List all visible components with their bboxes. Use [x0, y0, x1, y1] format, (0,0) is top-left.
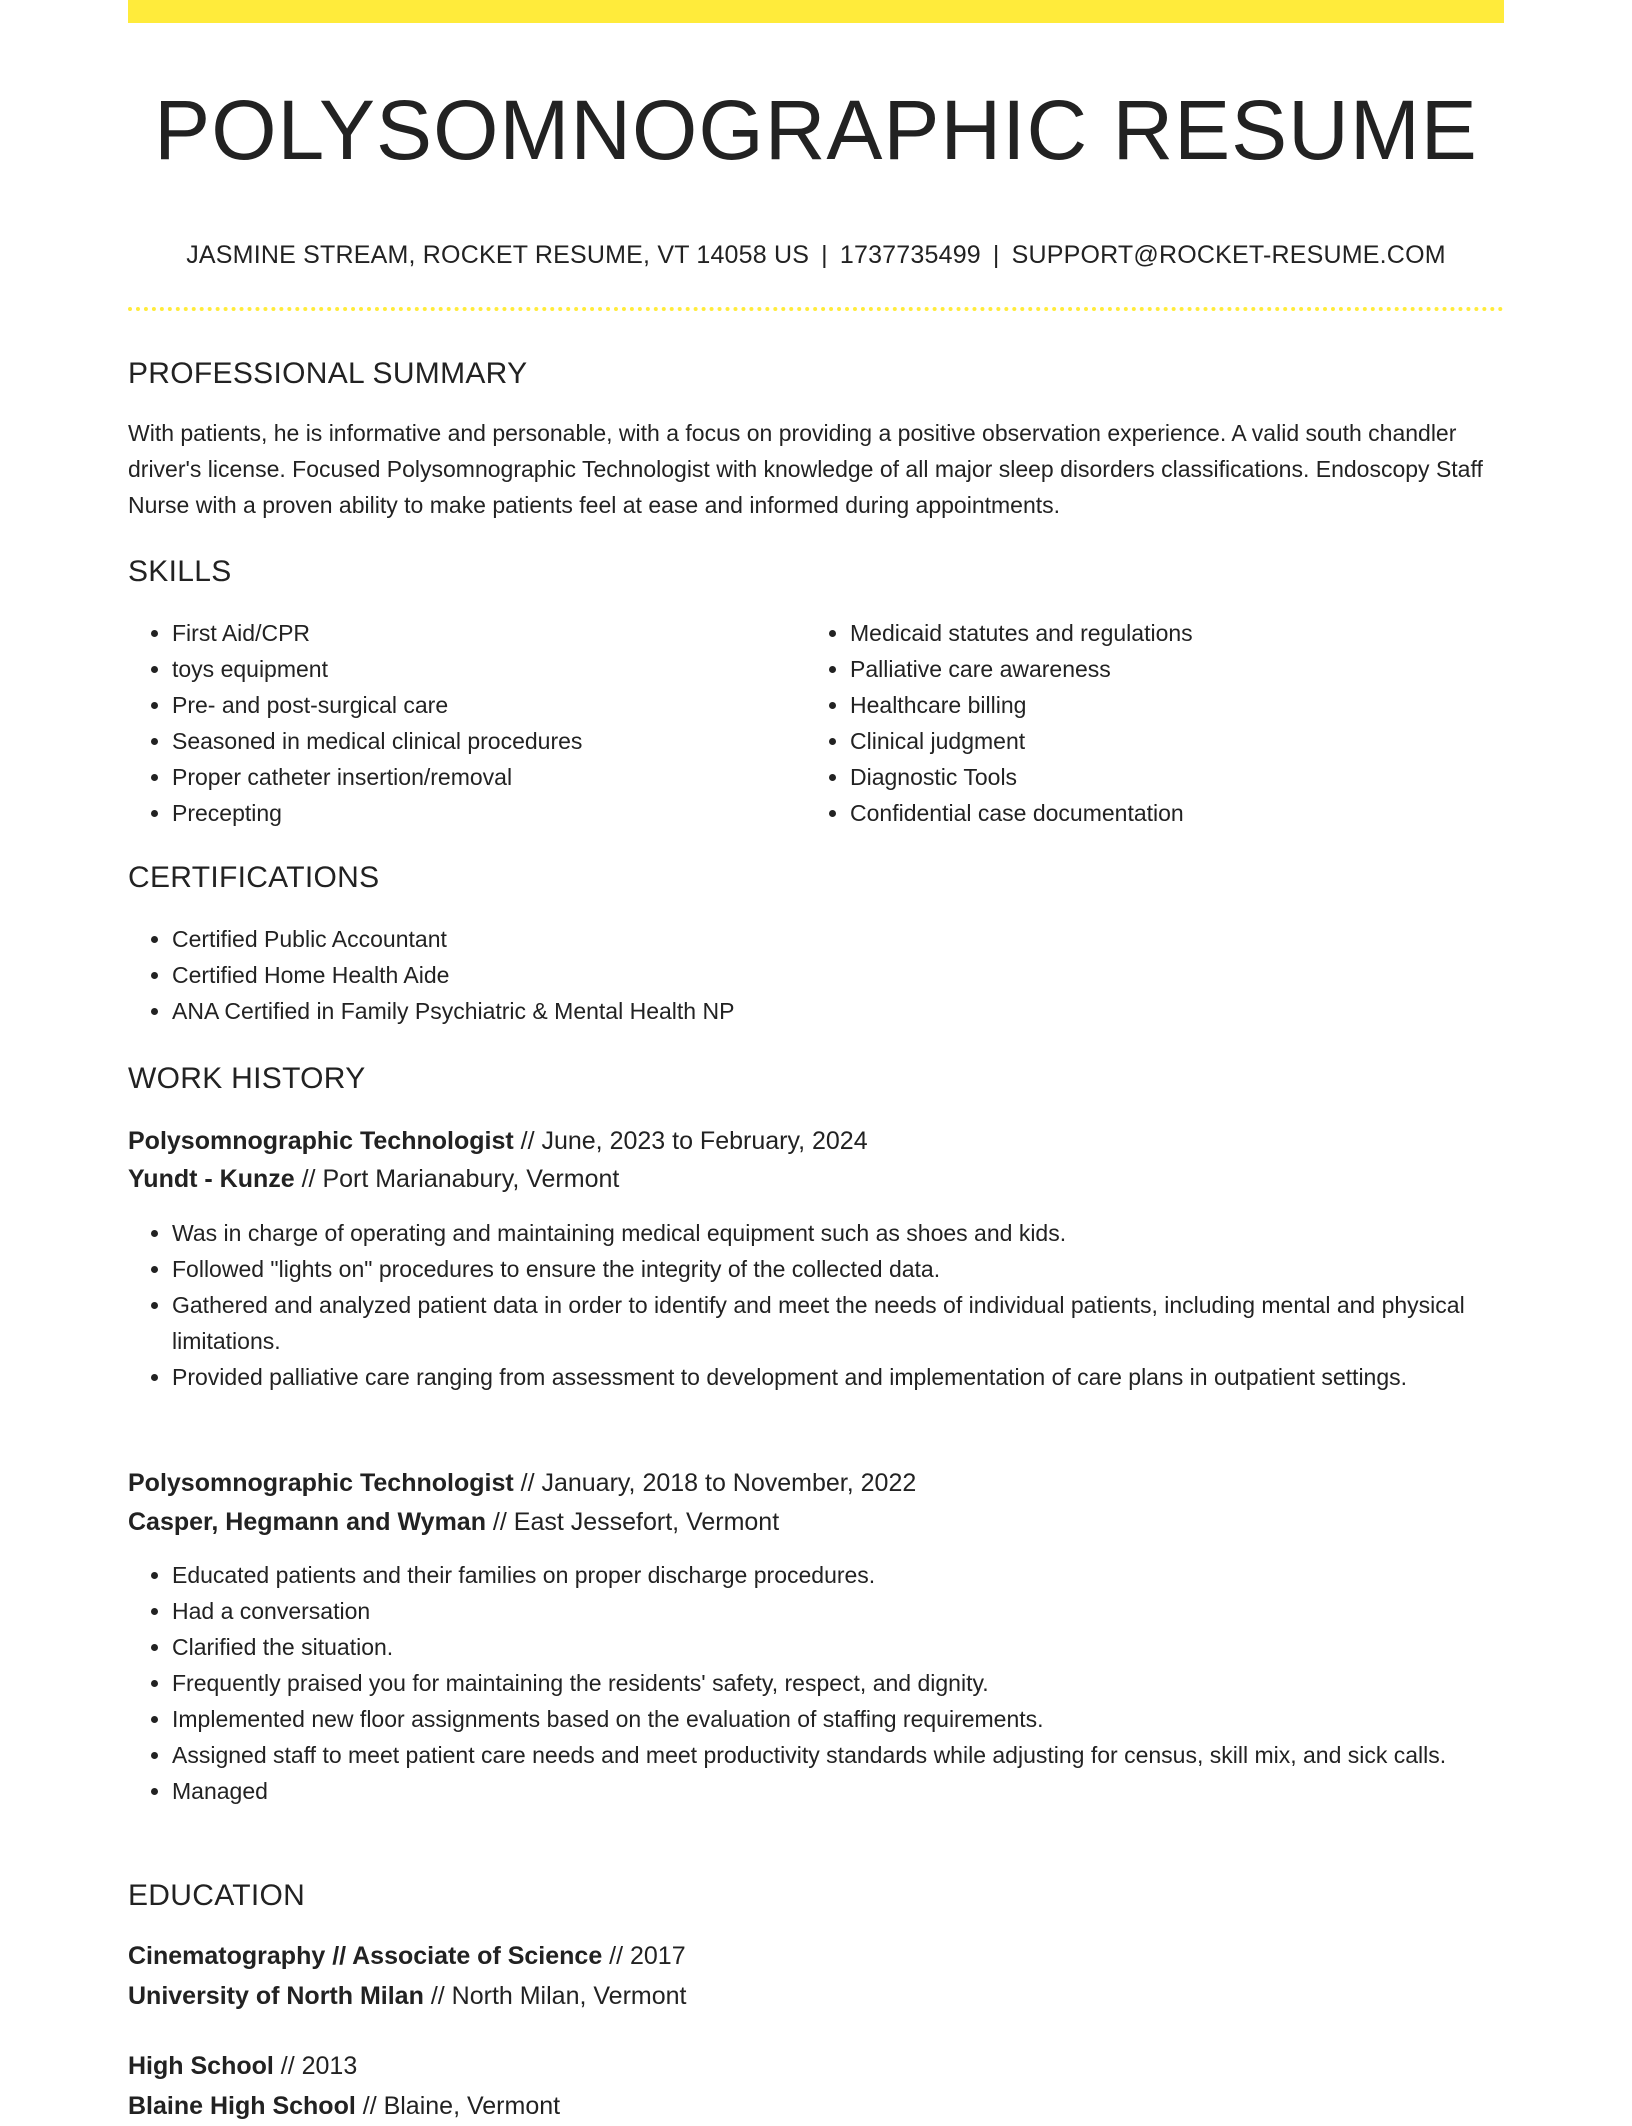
summary-text: With patients, he is informative and personable, with a focus on providing a positive observation experience. A valid south chandler driver's license. Focused Polysomnographic Technologist with knowledge of all major sleep disorders classifications. Endoscopy Staff Nurse with a proven ability to make patients feel at ease and informed during appointments. [128, 420, 1483, 518]
job-company: Yundt - Kunze [128, 1165, 295, 1193]
education-location: // North Milan, Vermont [423, 1982, 687, 2010]
skill-item: • toys equipment [172, 651, 792, 687]
education-school-line [128, 2086, 560, 2126]
job-duty: • Implemented new floor assignments based on the evaluation of staffing requirements. [172, 1701, 1532, 1737]
dotted-divider [128, 307, 1504, 311]
skills-list-right [806, 615, 1548, 831]
job-duties-list [128, 1557, 1532, 1809]
education-heading: EDUCATION [128, 1879, 306, 1912]
skill-item: • Proper catheter insertion/removal [172, 759, 792, 795]
education-school: University of North Milan [128, 1982, 424, 2010]
job-location: // Port Marianabury, Vermont [294, 1165, 620, 1193]
skill-item: • First Aid/CPR [172, 615, 792, 651]
job-dates: // January, 2018 to November, 2022 [513, 1469, 917, 1497]
job-title: Polysomnographic Technologist [128, 1127, 514, 1155]
contact-address: JASMINE STREAM, ROCKET RESUME, VT 14058 US [186, 241, 810, 269]
education-school-line [128, 1976, 686, 2016]
education-degree: High School [128, 2052, 274, 2080]
resume-title: POLYSOMNOGRAPHIC RESUME [154, 83, 1478, 177]
education-location: // Blaine, Vermont [355, 2092, 561, 2120]
top-accent-bar [128, 0, 1504, 23]
skill-item: • Palliative care awareness [850, 651, 1548, 687]
skill-item: • Precepting [172, 795, 792, 831]
certification-item: • ANA Certified in Family Psychiatric & Mental Health NP [172, 993, 1502, 1029]
education-year: // 2017 [602, 1942, 686, 1970]
job-company-line [128, 1502, 779, 1542]
job-duties-list [128, 1215, 1504, 1395]
certification-item: • Certified Home Health Aide [172, 957, 1502, 993]
job-duty: • Was in charge of operating and maintaining medical equipment such as shoes and kids. [172, 1215, 1504, 1251]
education-school: Blaine High School [128, 2092, 356, 2120]
education-degree: Cinematography // Associate of Science [128, 1942, 603, 1970]
contact-email: SUPPORT@ROCKET-RESUME.COM [1011, 241, 1446, 269]
job-duty: • Had a conversation [172, 1593, 1532, 1629]
skill-item: • Medicaid statutes and regulations [850, 615, 1548, 651]
skills-heading: SKILLS [128, 555, 232, 588]
certification-item: • Certified Public Accountant [172, 921, 1502, 957]
skill-item: • Diagnostic Tools [850, 759, 1548, 795]
job-title: Polysomnographic Technologist [128, 1469, 514, 1497]
education-degree-line [128, 2046, 357, 2086]
job-dates: // June, 2023 to February, 2024 [513, 1127, 868, 1155]
job-duty: • Assigned staff to meet patient care needs and meet productivity standards while adjusting for census, skill mix, and sick calls. [172, 1737, 1532, 1773]
contact-separator: | [821, 241, 828, 269]
skill-item: • Pre- and post-surgical care [172, 687, 792, 723]
skill-item: • Clinical judgment [850, 723, 1548, 759]
skill-item: • Seasoned in medical clinical procedures [172, 723, 792, 759]
job-duty: • Gathered and analyzed patient data in order to identify and meet the needs of individual patients, including mental and physical limitations. [172, 1287, 1504, 1359]
certifications-list [128, 921, 1502, 1029]
education-degree-line [128, 1936, 686, 1976]
skill-item: • Confidential case documentation [850, 795, 1548, 831]
job-location: // East Jessefort, Vermont [485, 1508, 780, 1536]
job-title-line [128, 1121, 868, 1161]
contact-separator: | [992, 241, 1000, 269]
job-title-line [128, 1463, 916, 1503]
education-year: // 2013 [273, 2052, 358, 2080]
job-duty: • Clarified the situation. [172, 1629, 1532, 1665]
work-history-heading: WORK HISTORY [128, 1062, 366, 1095]
skill-item: • Healthcare billing [850, 687, 1548, 723]
job-duty: • Managed [172, 1773, 1532, 1809]
contact-phone: 1737735499 [839, 241, 981, 269]
summary-heading: PROFESSIONAL SUMMARY [128, 357, 528, 390]
job-duty: • Followed "lights on" procedures to ensure the integrity of the collected data. [172, 1251, 1504, 1287]
job-duty: • Educated patients and their families on proper discharge procedures. [172, 1557, 1532, 1593]
job-company: Casper, Hegmann and Wyman [128, 1508, 486, 1536]
contact-line [128, 237, 1504, 273]
certifications-heading: CERTIFICATIONS [128, 861, 380, 894]
skills-list-left [128, 615, 792, 831]
job-duty: • Provided palliative care ranging from assessment to development and implementation of care plans in outpatient settings. [172, 1359, 1504, 1395]
job-company-line [128, 1159, 619, 1199]
job-duty: • Frequently praised you for maintaining the residents' safety, respect, and dignity. [172, 1665, 1532, 1701]
